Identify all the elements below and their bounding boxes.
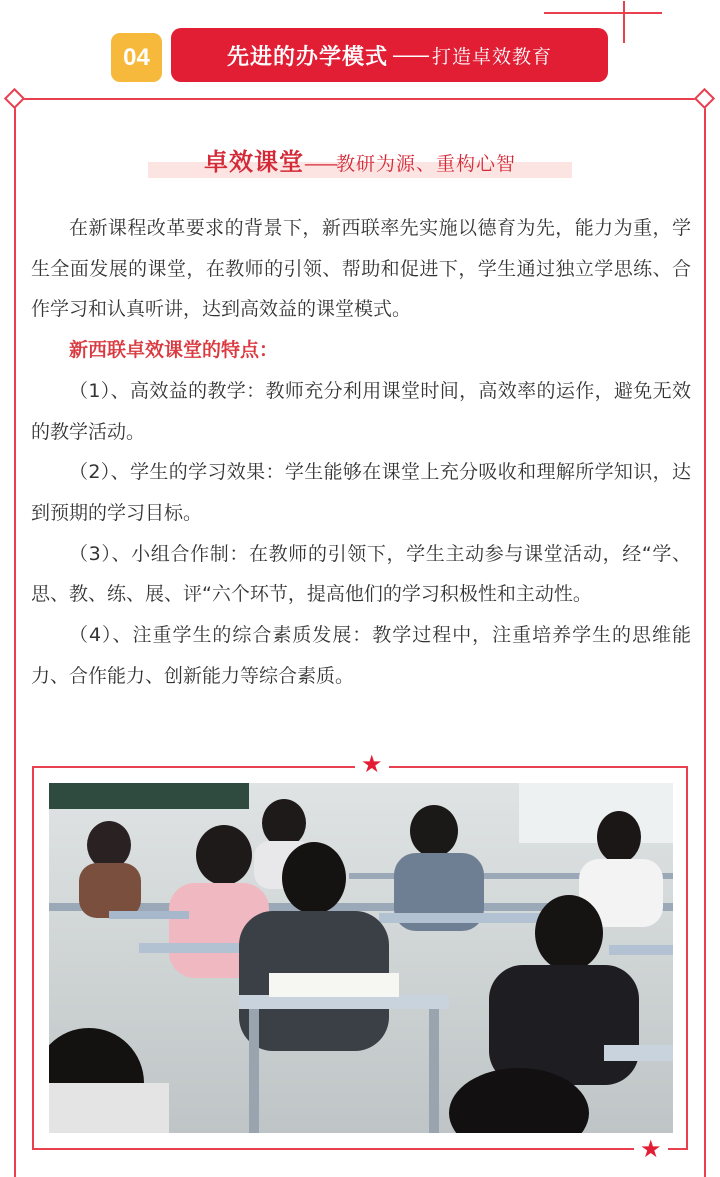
photo-frame-bottom — [32, 1148, 688, 1150]
section-title: 卓效课堂 — [203, 148, 304, 176]
article-body — [31, 208, 691, 696]
frame-left-border — [14, 98, 16, 1177]
feature-point-4: （4）、注重学生的综合素质发展：教学过程中，注重培养学生的思维能力、合作能力、创新能力等综合素质。 — [31, 624, 691, 687]
frame-top-border — [14, 98, 706, 100]
star-icon-top: ★ — [355, 752, 389, 776]
corner-line-horizontal — [544, 12, 662, 14]
section-heading — [0, 142, 720, 177]
diamond-ornament-right — [694, 88, 715, 109]
header-title: 先进的办学模式 — [226, 44, 388, 70]
feature-point-1: （1）、高效益的教学：教师充分利用课堂时间，高效率的运作，避免无效的教学活动。 — [31, 379, 691, 443]
star-icon-bottom: ★ — [634, 1137, 668, 1161]
section-subtitle: 教研为源、重构心智 — [335, 153, 516, 175]
section-dash: —— — [303, 154, 336, 175]
photo-frame-left — [32, 766, 34, 1150]
intro-paragraph: 在新课程改革要求的背景下，新西联率先实施以德育为先，能力为重，学生全面发展的课堂，在教师的引领、帮助和促进下，学生通过独立学思练、合作学习和认真听讲，达到高效益的课堂模式。 — [31, 217, 691, 321]
classroom-photo-illustration — [49, 783, 673, 1133]
header-subtitle: 打造卓效教育 — [432, 45, 553, 68]
feature-point-2: （2）、学生的学习效果：学生能够在课堂上充分吸收和理解所学知识，达到预期的学习目标。 — [31, 461, 691, 524]
corner-line-vertical — [623, 1, 625, 43]
header-dash: —— — [392, 43, 428, 67]
frame-right-border — [704, 98, 706, 1177]
diamond-ornament-left — [4, 88, 25, 109]
features-heading: 新西联卓效课堂的特点： — [69, 339, 279, 362]
header-title-banner — [171, 28, 608, 82]
photo-frame-right — [686, 766, 688, 1150]
section-number-badge: 04 — [111, 33, 162, 82]
classroom-photo — [49, 783, 673, 1133]
feature-point-3: （3）、小组合作制：在教师的引领下，学生主动参与课堂活动，经“学、思、教、练、展、评“六个环节，提高他们的学习积极性和主动性。 — [31, 542, 691, 606]
